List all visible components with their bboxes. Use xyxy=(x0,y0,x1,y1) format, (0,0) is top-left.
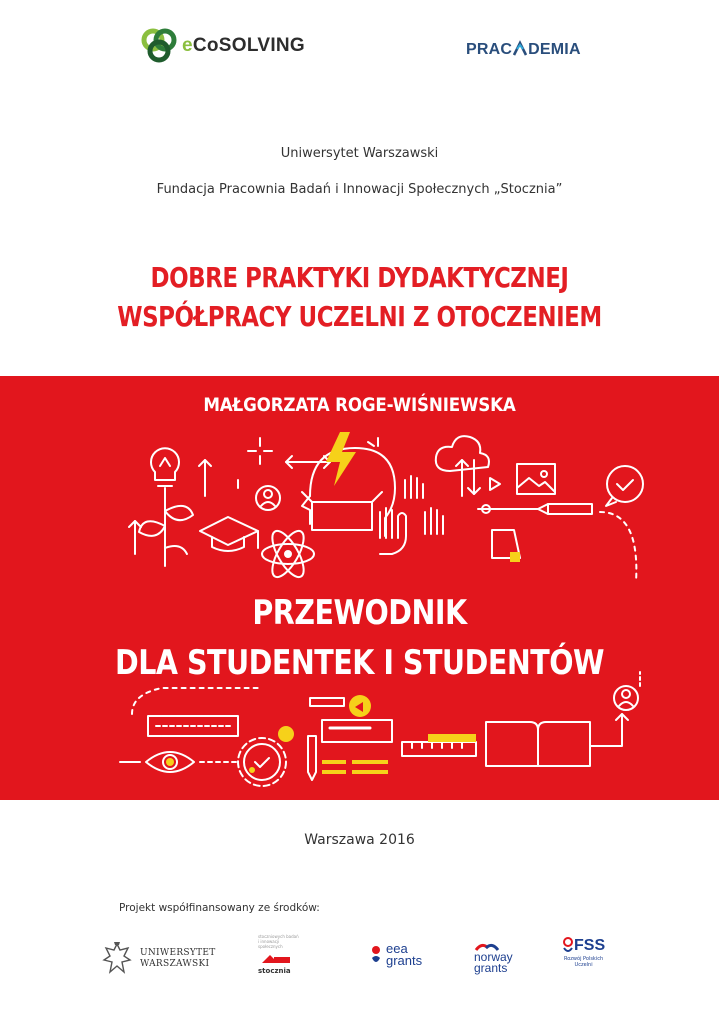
dashed-path xyxy=(600,512,636,582)
guide-subtitle-line-1: PRZEWODNIK xyxy=(252,593,467,633)
image-icon xyxy=(517,464,555,494)
cofinanced-label: Projekt współfinansowany ze środków: xyxy=(119,902,320,914)
uw-logo xyxy=(100,940,216,978)
fss-name: FSS xyxy=(574,937,606,954)
gear-check-icon xyxy=(238,738,286,786)
norway-line-2: grants xyxy=(474,961,508,975)
fss-sub-1: Rozwój Polskich xyxy=(563,956,604,962)
cloud-upload-icon xyxy=(436,436,489,496)
pencil-icon xyxy=(308,736,316,780)
main-title xyxy=(65,258,655,336)
pracademia-arrow-icon xyxy=(513,40,527,56)
atom-icon xyxy=(262,526,314,581)
norway-grants-logo xyxy=(474,942,513,974)
guide-subtitle xyxy=(58,588,662,688)
norway-line-1: norway xyxy=(474,950,513,964)
stocznia-tagline: stoczniowych badań i innowacji społecznych xyxy=(258,934,299,949)
play-outline-icon xyxy=(490,478,500,490)
institution-line-2: Fundacja Pracownia Badań i Innowacji Społecznych „Stocznia” xyxy=(156,182,563,197)
raised-hands-icon xyxy=(380,476,443,554)
book-icon xyxy=(486,722,590,766)
guide-subtitle-line-2: DLA STUDENTEK I STUDENTÓW xyxy=(115,643,604,683)
eea-grants-icon xyxy=(368,942,384,968)
plant-icon xyxy=(139,488,193,566)
fss-logo xyxy=(562,936,605,968)
user-circle-icon-2 xyxy=(614,686,638,710)
eea-line-1: eea xyxy=(386,941,408,956)
ecosolving-rest: CoSOLVING xyxy=(192,35,306,56)
author-name: MAŁGORZATA ROGE-WIŚNIEWSKA xyxy=(203,394,516,416)
fss-logo-icon xyxy=(562,936,574,956)
stocznia-name: stocznia xyxy=(258,967,291,975)
ecosolving-logo xyxy=(140,28,305,64)
main-title-line-1: DOBRE PRAKTYKI DYDAKTYCZNEJ xyxy=(150,261,569,294)
stocznia-logo xyxy=(258,934,300,975)
uw-line-1: UNIWERSYTET xyxy=(140,948,216,958)
dashed-path-2 xyxy=(132,688,262,714)
institution-line-1: Uniwersytet Warszawski xyxy=(280,146,439,161)
sponsor-logos xyxy=(0,934,719,994)
lightbulb-icon xyxy=(151,448,179,486)
lightning-icon xyxy=(326,432,356,486)
pen-icon xyxy=(478,504,592,514)
keyboard-icon xyxy=(148,716,238,736)
graduation-cap-icon xyxy=(200,517,258,551)
user-circle-icon xyxy=(256,486,280,510)
uw-eagle-icon xyxy=(100,940,134,978)
main-title-line-2: WSPÓŁPRACY UCZELNI Z OTOCZENIEM xyxy=(117,300,602,333)
uw-line-2: WARSZAWSKI xyxy=(140,959,210,969)
eea-line-2: grants xyxy=(386,953,423,968)
ruler-icon xyxy=(402,742,476,756)
pracademia-part2: DEMIA xyxy=(528,41,581,58)
user-badge-icon xyxy=(278,726,294,742)
ecosolving-e: e xyxy=(182,35,193,56)
fss-sub-2: Uczelni xyxy=(574,962,593,968)
stocznia-crane-icon xyxy=(258,949,294,965)
eea-grants-logo xyxy=(368,942,422,968)
pracademia-logo xyxy=(466,40,581,59)
chat-check-icon xyxy=(606,466,643,506)
ecosolving-knot-icon xyxy=(140,28,178,64)
place-year: Warszawa 2016 xyxy=(304,832,415,848)
sparkle-icon xyxy=(248,438,378,464)
pracademia-part1: PRAC xyxy=(466,41,513,58)
